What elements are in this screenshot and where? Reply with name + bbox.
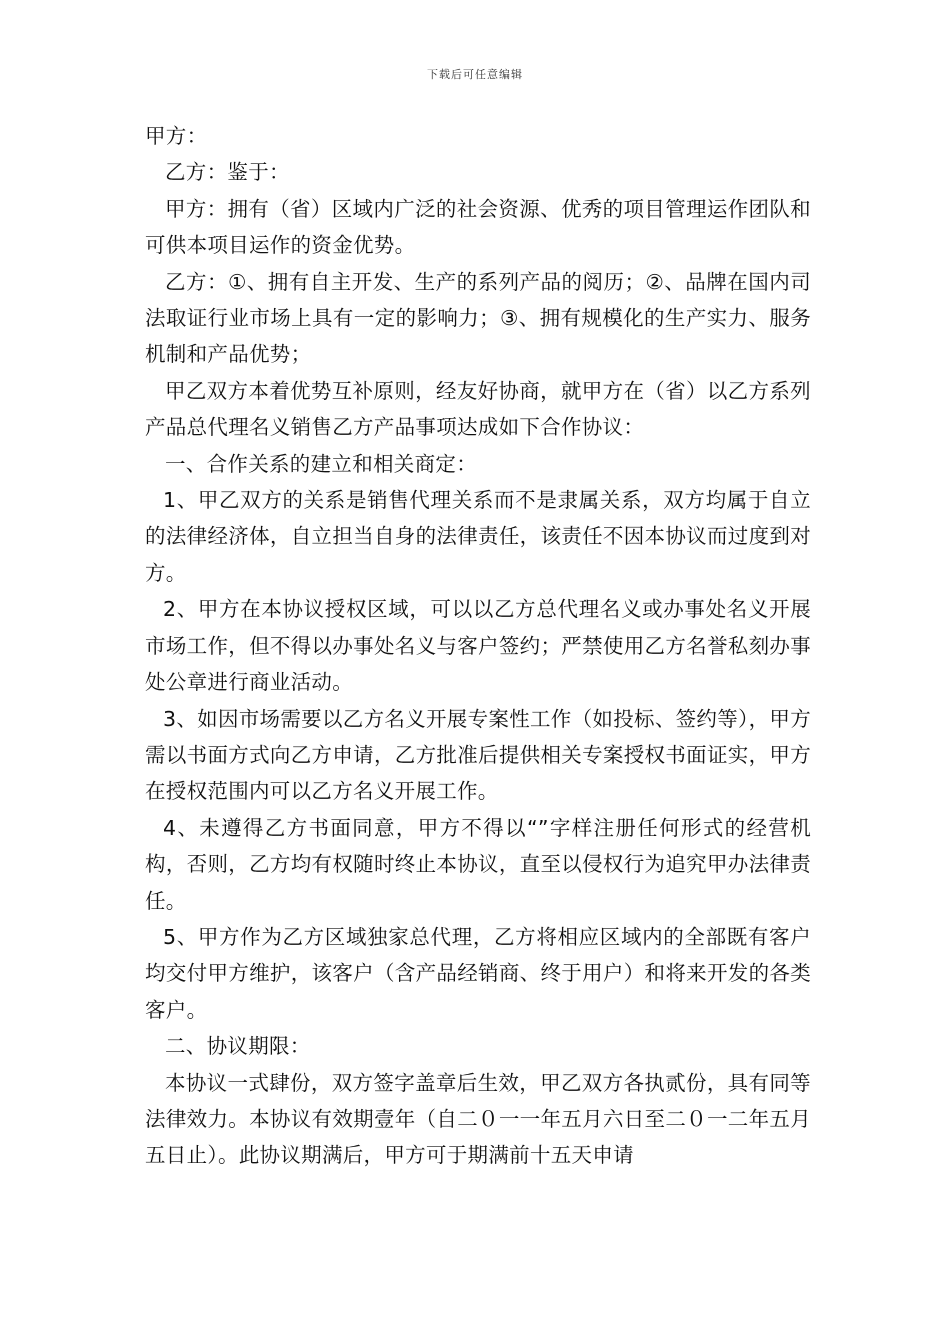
paragraph-party-a: 甲方： [145, 124, 208, 148]
paragraph-party-b-advantages: 乙方：①、拥有自主开发、生产的系列产品的阅历；②、品牌在国内司法取证行业市场上具有一定的影响力；③、拥有规模化的生产实力、服务机制和产品优势； [145, 269, 811, 367]
clause-5: 5、甲方作为乙方区域独家总代理，乙方将相应区域内的全部既有客户均交付甲方维护，该客户（含产品经销商、终于用户）和将来开发的各类客户。 [145, 924, 811, 1022]
paragraph-party-a-advantages: 甲方：拥有（省）区域内广泛的社会资源、优秀的项目管理运作团队和可供本项目运作的资金优势。 [145, 196, 811, 258]
paragraph-party-b-whereas: 乙方：鉴于： [165, 160, 290, 185]
header-note: 下载后可任意编辑 [427, 68, 523, 81]
paragraph-term-details: 本协议一式肆份，双方签字盖章后生效，甲乙双方各执贰份，具有同等法律效力。本协议有效期壹年（自二０一一年五月六日至二０一二年五月五日止）。此协议期满后，甲方可于期满前十五天申请 [145, 1070, 811, 1168]
clause-1: 1、甲乙双方的关系是销售代理关系而不是隶属关系，双方均属于自立的法律经济体，自立担当自身的法律责任，该责任不因本协议而过度到对方。 [145, 488, 811, 585]
paragraph-agreement-intro: 甲乙双方本着优势互补原则，经友好协商，就甲方在（省）以乙方系列产品总代理名义销售乙方产品事项达成如下合作协议： [145, 378, 811, 440]
document-body [145, 118, 811, 1174]
section-heading-term: 二、协议期限： [165, 1034, 311, 1059]
clause-3: 3、如因市场需要以乙方名义开展专案性工作（如投标、签约等），甲方需以书面方式向乙方申请，乙方批准后提供相关专案授权书面证实，甲方在授权范围内可以乙方名义开展工作。 [145, 706, 811, 804]
clause-2: 2、甲方在本协议授权区域，可以以乙方总代理名义或办事处名义开展市场工作，但不得以办事处名义与客户签约；严禁使用乙方名誉私刻办事处公章进行商业活动。 [145, 597, 811, 695]
clause-4: 4、未遵得乙方书面同意，甲方不得以“”字样注册任何形式的经营机构，否则，乙方均有权随时终止本协议，直至以侵权行为追究甲办法律责任。 [145, 815, 811, 913]
section-heading-cooperation: 一、合作关系的建立和相关商定： [165, 451, 477, 476]
